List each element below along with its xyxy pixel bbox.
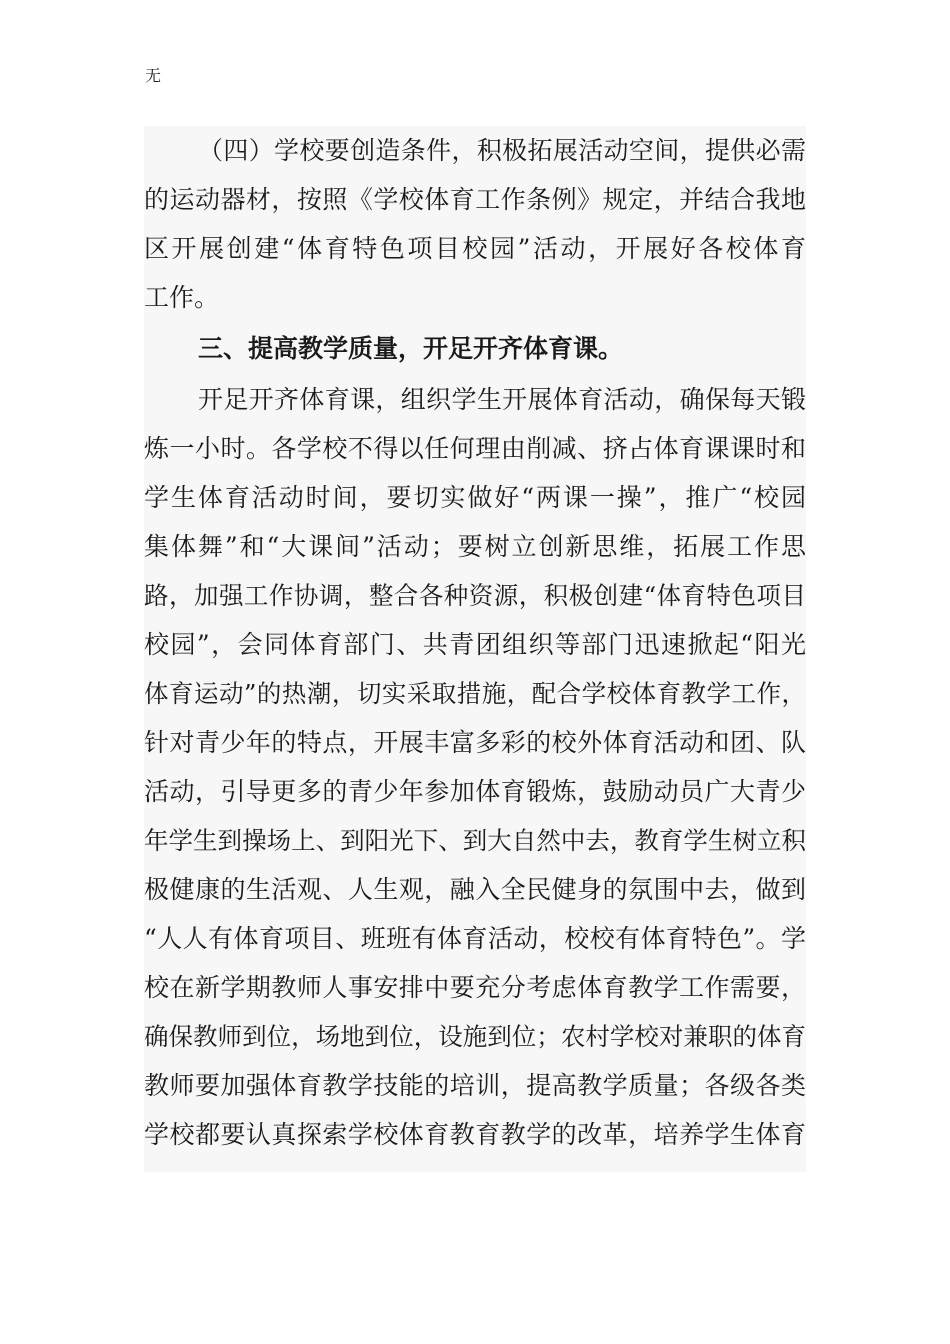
paragraph-line: 确保教师到位，场地到位，设施到位；农村学校对兼职的体育	[144, 1022, 806, 1051]
section-heading: 三、提高教学质量，开足开齐体育课。	[198, 334, 624, 363]
paragraph-line: 年学生到操场上、到阳光下、到大自然中去，教育学生树立积	[144, 826, 806, 855]
paragraph-line: 活动，引导更多的青少年参加体育锻炼，鼓励动员广大青少	[144, 777, 806, 806]
paragraph-line: “人人有体育项目、班班有体育活动，校校有体育特色”。学	[144, 924, 806, 953]
paragraph-line: 学校都要认真探索学校体育教育教学的改革，培养学生体育	[144, 1120, 806, 1149]
paragraph-line: 集体舞”和“大课间”活动；要树立创新思维，拓展工作思	[144, 532, 806, 561]
paragraph-line: （四）学校要创造条件，积极拓展活动空间，提供必需	[198, 136, 806, 165]
paragraph-line: 的运动器材，按照《学校体育工作条例》规定，并结合我地	[144, 185, 806, 214]
paragraph-line: 工作。	[144, 283, 220, 312]
paragraph-line: 教师要加强体育教学技能的培训，提高教学质量；各级各类	[144, 1071, 806, 1100]
paragraph-line: 体育运动”的热潮，切实采取措施，配合学校体育教学工作，	[144, 679, 806, 708]
paragraph-line: 校在新学期教师人事安排中要充分考虑体育教学工作需要，	[144, 973, 806, 1002]
paragraph-line: 针对青少年的特点，开展丰富多彩的校外体育活动和团、队	[144, 728, 806, 757]
paragraph-line: 区开展创建“体育特色项目校园”活动，开展好各校体育	[144, 234, 806, 263]
paragraph-line: 路，加强工作协调，整合各种资源，积极创建“体育特色项目	[144, 581, 806, 610]
paragraph-line: 校园”，会同体育部门、共青团组织等部门迅速掀起“阳光	[144, 630, 806, 659]
document-body	[144, 126, 806, 1172]
header-mark: 无	[145, 66, 162, 85]
paragraph-line: 极健康的生活观、人生观，融入全民健身的氛围中去，做到	[144, 875, 806, 904]
paragraph-line: 学生体育活动时间，要切实做好“两课一操”，推广“校园	[144, 483, 806, 512]
paragraph-line: 开足开齐体育课，组织学生开展体育活动，确保每天锻	[198, 385, 806, 414]
paragraph-line: 炼一小时。各学校不得以任何理由削减、挤占体育课课时和	[144, 434, 806, 463]
